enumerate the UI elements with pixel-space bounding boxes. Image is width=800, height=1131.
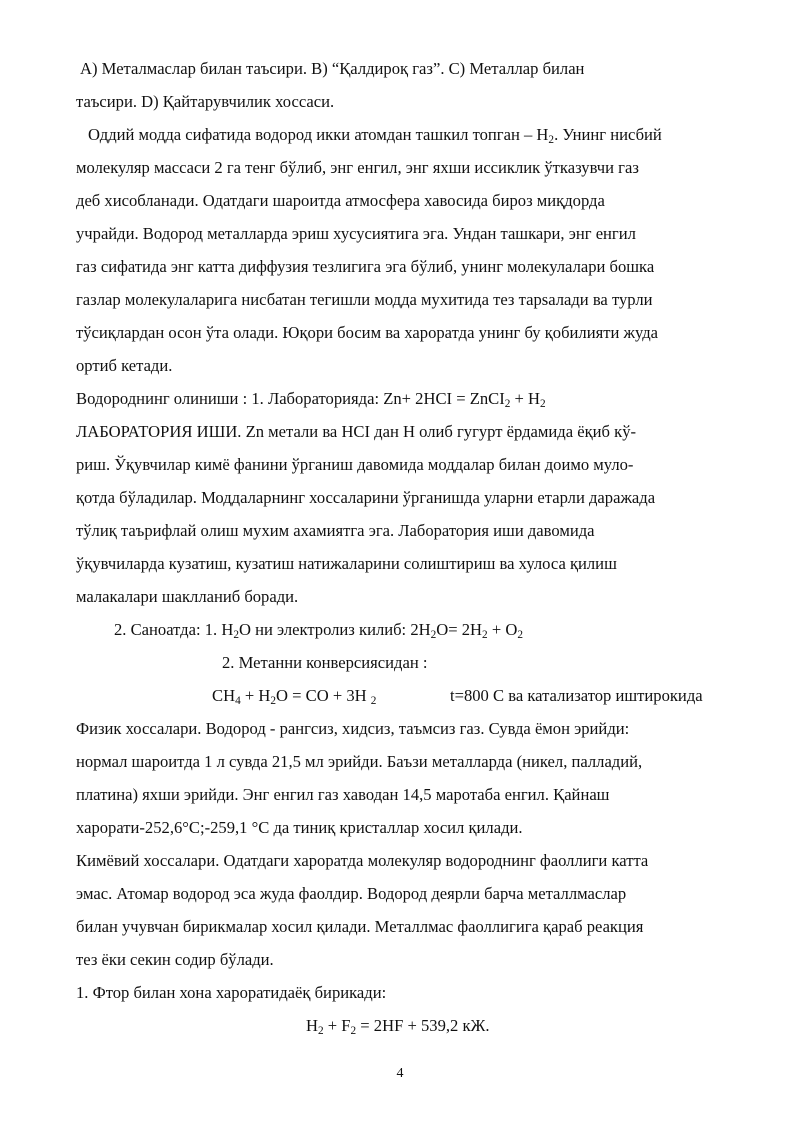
paragraph-hydrogen-line-5: газ сифатида энг катта диффузия тезлигига эга бўлиб, унинг молекулалари бошка (76, 257, 655, 276)
physical-properties-line-4: харорати-252,6°С;-259,1 °С да тиниқ кристаллар хосил қилади. (76, 818, 523, 837)
page-number: 4 (396, 1066, 404, 1081)
physical-properties-line-1: Физик хоссалари. Водород - рангсиз, хидсиз, таъмсиз газ. Сувда ёмон эрийди: (76, 719, 630, 738)
lab-work-line-2: риш. Ўқувчилар кимё фанини ўрганиш давомида моддалар билан доимо муло- (76, 455, 634, 474)
lab-work-line-1: ЛАБОРАТОРИЯ ИШИ. Zn метали ва НСІ дан Н олиб гугурт ёрдамида ёқиб кў- (76, 422, 637, 441)
fluorine-reaction-equation: $Н_2 + F_2 = 2НF + 539,2$ кЖ. (306, 1016, 490, 1037)
paragraph-hydrogen-line-7: тўсиқлардан осон ўта олади. Юқори босим ва хароратда унинг бу қобилияти жуда (76, 323, 659, 342)
fluorine-reaction-heading: 1. Фтор билан хона хароратидаёқ бирикади: (76, 983, 387, 1002)
paragraph-hydrogen-line-4: учрайди. Водород металларда эриш хусусиятига эга. Ундан ташкари, энг енгил (76, 224, 636, 243)
paragraph-hydrogen-line-8: ортиб кетади. (76, 356, 173, 375)
obtaining-lab-equation: Водороднинг олиниши : 1. Лабораторияда: Zn+ 2НСI = ZnCI$_2$ + $Н_2$ (76, 389, 546, 410)
chemical-properties-line-2: эмас. Атомар водород эса жуда фаолдир. Водород деярли барча металлмаслар (76, 884, 627, 903)
chemical-properties-line-4: тез ёки секин содир бўлади. (76, 950, 274, 969)
paragraph-hydrogen-line-6: газлар молекулаларига нисбатан тегишли модда мухитида тез тарsалади ва турли (76, 290, 653, 309)
answer-options-line-1: А) Металмаслар билан таъсири. В) “Қалдироқ газ”. С) Металлар билан (80, 59, 585, 78)
paragraph-hydrogen-line-1: Оддий модда сифатида водород икки атомдан ташкил топган – $Н_2$. Унинг нисбий (88, 125, 662, 146)
lab-work-line-6: малакалари шаклланиб боради. (76, 587, 299, 606)
methane-conversion-heading: 2. Метанни конверсиясидан : (222, 653, 428, 672)
paragraph-hydrogen-line-2: молекуляр массаси 2 га тенг бўлиб, энг енгил, энг яхши иссиклик ўтказувчи газ (76, 158, 639, 177)
lab-work-line-4: тўлиқ таърифлай олиш мухим ахамиятга эга. Лаборатория иши давомида (76, 521, 595, 540)
chemical-properties-line-1: Кимёвий хоссалари. Одатдаги хароратда молекуляр водороднинг фаоллиги катта (76, 851, 649, 870)
industrial-electrolysis-equation: 2. Саноатда: 1. $Н_2О$ ни электролиз килиб: $2Н_2О= 2Н_2 + О_2$ (114, 620, 523, 641)
physical-properties-line-3: платина) яхши эрийди. Энг енгил газ хаводан 14,5 маротаба енгил. Қайнаш (76, 785, 610, 804)
methane-conversion-equation: $СН_4 + Н_2О$ = СО + 3Н $_2$ (212, 686, 377, 707)
physical-properties-line-2: нормал шароитда 1 л сувда 21,5 мл эрийди. Баъзи металларда (никел, палладий, (76, 752, 643, 771)
answer-options-line-2: таъсири. D) Қайтарувчилик хоссаси. (76, 92, 335, 111)
chemical-properties-line-3: билан учувчан бирикмалар хосил қилади. Металлмас фаоллигига қараб реакция (76, 917, 644, 936)
paragraph-hydrogen-line-3: деб хисобланади. Одатдаги шароитда атмосфера хавосида бироз миқдорда (76, 191, 605, 210)
lab-work-line-3: қотда бўладилар. Моддаларнинг хоссаларини ўрганишда уларни етарли даражада (76, 488, 656, 507)
lab-work-line-5: ўқувчиларда кузатиш, кузатиш натижаларини солиштириш ва хулоса қилиш (76, 554, 617, 573)
methane-conversion-conditions: t=800 С ва катализатор иштирокида (450, 686, 703, 705)
